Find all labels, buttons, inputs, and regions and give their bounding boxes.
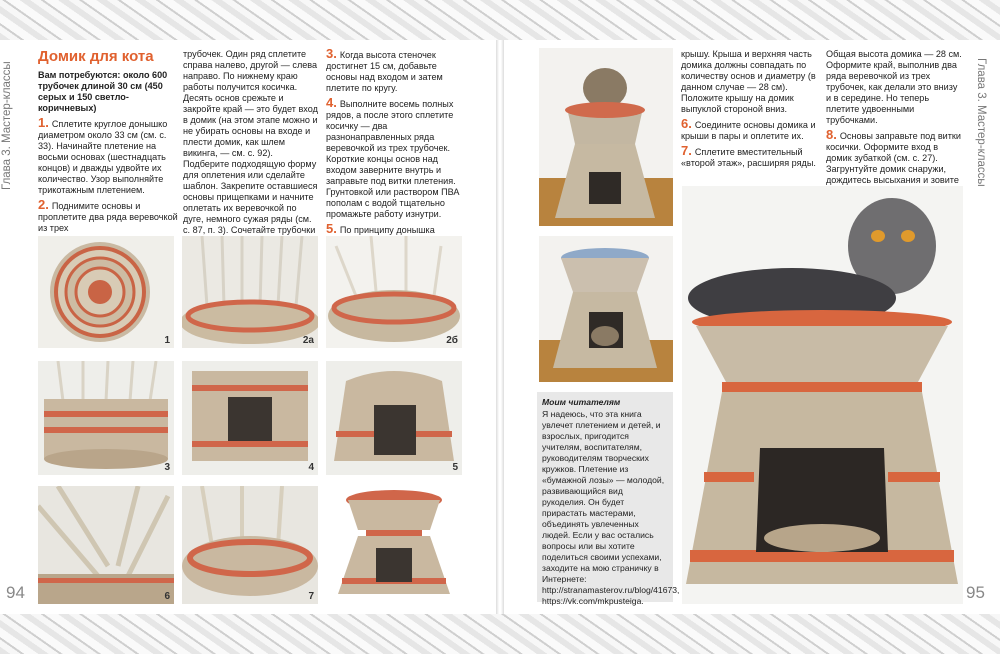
step-2-continued-text: трубочек. Один ряд сплетите справа налево, другой — слева направо. По нижнему краю работы получится косичка. Десять основ срежьте и закройте край — это будет вход в домик (на этом этапе можно и не убирать основы на входе и плести домик, как шлем викинга, — см. с. 92). Подберите подходящую форму для оплетения или сделайте шаблон. Закрепите оставшиеся основы прищепками и начните оплетать их веревочкой по дуге, немного сужая ряды (см. с. 87, п. 3). Сочетайте трубочки	[183, 49, 318, 235]
photo-step-2a	[182, 236, 318, 348]
right-text-column-2	[826, 49, 962, 200]
cat-inside-house-illustration	[539, 236, 673, 382]
round-base-illustration	[38, 236, 174, 348]
step-6-number: 6.	[681, 116, 692, 131]
article-title: Домик для кота	[38, 48, 154, 65]
photo-label-7: 7	[308, 591, 314, 602]
step-2-number: 2.	[38, 197, 49, 212]
decorative-weave-band-bottom	[0, 614, 1000, 654]
note-title: Моим читателям	[542, 397, 621, 407]
step-4	[326, 97, 464, 220]
left-text-column-3	[326, 48, 464, 261]
step-7-text: Сплетите вместительный «второй этаж», расширяя ряды.	[681, 147, 816, 168]
joining-stakes-illustration	[38, 486, 174, 604]
step-7-continued-text: Общая высота домика — 28 см. Оформите край, выполнив два ряда веревочкой из трех трубочек, как делали это внизу и в середине. Но теперь плетите удвоенными трубочками.	[826, 49, 962, 125]
photo-cat-on-house-top	[539, 48, 673, 226]
step-2	[38, 199, 178, 234]
cat-on-house-illustration	[539, 48, 673, 226]
entrance-weaving-illustration	[182, 361, 318, 475]
step-6	[681, 118, 817, 142]
step-1	[38, 117, 178, 196]
base-edge-illustration	[326, 236, 462, 348]
page-number-right: 95	[966, 583, 985, 602]
photo-step-3	[38, 361, 174, 475]
left-text-column-2	[183, 49, 318, 261]
step-3	[326, 48, 464, 94]
note-text: Я надеюсь, что эта книга увлечет плетением и детей, и взрослых, пригодится учителям, воспитателям, руководителям творческих кружков. Плетение из «бумажной лозы» — молодой, развивающийся вид рукоделия. Он будет прирастать мастерами, объединять увлеченных людей. Если у вас остались вопросы или вы хотите поделиться своими успехами, заходите на мою страничку в Интернете: http://stranamasterov.ru/blog/41673, https://vk.com/mkpusteiga.	[542, 409, 680, 606]
step-7-number: 7.	[681, 143, 692, 158]
chapter-side-label-right: Глава 3. Мастер-классы	[975, 58, 987, 187]
photo-label-1: 1	[164, 335, 170, 346]
step-5-continued-text: крышу. Крыша и верхняя часть домика должны совпадать по количеству основ и диаметру (в данном случае — 28 см). Положите крышу на домик выпуклой стороной вниз.	[681, 49, 816, 114]
photo-cat-house-large	[682, 186, 963, 604]
photo-label-3: 3	[164, 462, 170, 473]
photo-label-2a: 2а	[302, 335, 314, 346]
step-5-number: 5.	[326, 221, 337, 236]
step-4-number: 4.	[326, 95, 337, 110]
step-1-text: Сплетите круглое донышко диаметром около 33 см (см. с. 33). Начинайте плетение на восьми основах (шестнадцать концов) и дважды удвойте их количество. Узор выполняйте трикотажным плетением.	[38, 119, 168, 195]
photo-step-1	[38, 236, 174, 348]
large-cat-house-illustration	[682, 186, 963, 604]
photo-label-4: 4	[308, 462, 314, 473]
right-text-column-1	[681, 49, 817, 172]
walls-weaving-illustration	[38, 361, 174, 475]
step-8-text: Основы заправьте под витки косички. Оформите вход в домик зубаткой (см. с. 27). Загрунтуйте домик снаружи, дождитесь высыхания и зовите	[826, 131, 961, 185]
step-4-text: Выполните восемь полных рядов, а после этого сплетите косичку — два разнонаправленных ряда веревочкой из трех трубочек. Короткие концы основ над входом заверните внутрь и заправьте под витки плетения. Грунтовкой или раствором ПВА пополам с водой тщательно промажьте работу изнутри.	[326, 99, 460, 219]
photo-step-2b	[326, 236, 462, 348]
chapter-side-label-left: Глава 3. Мастер-классы	[1, 61, 13, 190]
photo-step-6	[38, 486, 174, 604]
photo-label-5: 5	[452, 462, 458, 473]
lower-part-illustration	[326, 361, 462, 475]
photo-label-6: 6	[164, 591, 170, 602]
note-to-readers-box	[537, 392, 680, 606]
finished-cat-house-illustration	[326, 486, 462, 604]
photo-cat-inside-house	[539, 236, 673, 382]
photo-finished-house-small	[326, 486, 462, 604]
photo-step-4	[182, 361, 318, 475]
decorative-weave-band-top	[0, 0, 1000, 40]
second-floor-illustration	[182, 486, 318, 604]
step-7	[681, 145, 817, 169]
photo-step-5	[326, 361, 462, 475]
requirements-text: Вам потребуются: около 600 трубочек длиной 30 см (450 серых и 150 светло-коричневых)	[38, 70, 168, 113]
step-5-text: По принципу донышка	[339, 225, 435, 235]
photo-label-2b: 2б	[446, 335, 458, 346]
book-gutter	[496, 40, 504, 614]
step-2-text: Поднимите основы и проплетите два ряда веревочкой из трех	[38, 201, 178, 233]
step-6-text: Соедините основы домика и крыши в пары и оплетите их.	[681, 120, 816, 141]
left-text-column-1	[38, 48, 178, 237]
base-with-stakes-illustration	[182, 236, 318, 348]
page-number-left: 94	[6, 583, 25, 602]
step-1-number: 1.	[38, 115, 49, 130]
photo-step-7	[182, 486, 318, 604]
step-8-number: 8.	[826, 127, 837, 142]
step-3-number: 3.	[326, 46, 337, 61]
step-3-text: Когда высота стеночек достигнет 15 см, добавьте основы над входом и затем плетите по кругу.	[326, 50, 443, 93]
